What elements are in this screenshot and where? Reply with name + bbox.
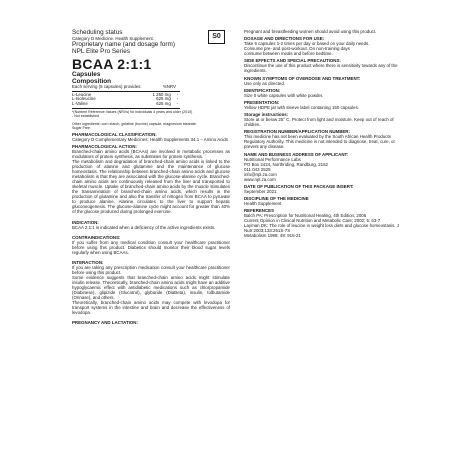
storage-heading: Storage instructions:	[244, 112, 289, 118]
pharm-class-text: Category D Complementary Medicines: Health Supplements 34.1 – Amino Acids	[72, 137, 228, 143]
composition-rows	[72, 93, 180, 108]
table-row: L-Valine 625 mg -	[72, 101, 179, 107]
discipline-text: Health Supplement	[244, 200, 282, 206]
dosage-line-1: Take 5 capsules 1-2 times per day or based on your daily needs.	[244, 41, 370, 47]
right-column	[244, 29, 404, 238]
category-line: Category D Medicine. Health Supplement.	[72, 36, 155, 42]
publication-heading: DATE OF PUBLICATION OF THIS PACKAGE INSERT:	[244, 183, 354, 189]
nrv-header: %NRV	[162, 83, 176, 89]
identification-text: Size 0 white capsules with white powder.	[244, 92, 324, 98]
indication-heading: INDICATION:	[72, 219, 99, 225]
applicant-line: info@npl.za.com	[244, 171, 277, 177]
pregnancy-text: Pregnant and breastfeeding women should avoid using this product.	[244, 29, 377, 34]
pregnancy-heading: PREGNANCY AND LACTATION:	[72, 320, 138, 326]
presentation-text: Yellow HDPE jar with sleeve label containing 150 capsules.	[244, 104, 360, 110]
dosage-line-3: consume between meals and before bedtime.	[244, 51, 333, 57]
storage-text: Store at or below 25° C. Protect from light and moisture. Keep out of reach of children.	[244, 117, 394, 128]
table-rule	[72, 108, 180, 109]
interaction-p3: Theoretically, branched-chain amino acids may compete with levodopa for transport systems in the intestine and brain and decrease the effectiveness of levodopa.	[72, 299, 230, 315]
interaction-heading: INTERACTION:	[72, 259, 104, 265]
identification-heading: IDENTIFICATION:	[244, 87, 281, 93]
publication-date: September 2021	[244, 188, 277, 194]
applicant-line: 011 043 2525	[244, 166, 271, 172]
registration-text: This medicine has not been evaluated by the South African Health Products Regulatory Authority. This medicine is not intended to diagnose, treat, cure, or prevent any disease.	[244, 134, 395, 150]
contraindications-heading: CONTRAINDICATIONS:	[72, 234, 121, 240]
not-established-footnote: - Not established	[72, 114, 99, 119]
other-ingredients: Other ingredients: corn starch, gelatine (bovine) capsule, magnesium stearate.	[72, 121, 197, 126]
side-effects-heading: SIDE EFFECTS AND SPECIAL PRECAUTIONS:	[244, 58, 341, 64]
contraindications-text: If you suffer from any medical condition consult your healthcare practitioner before using this product. Diabetics should monitor their blood sugar levels regularly when using BCAAs.	[72, 239, 230, 255]
overdose-text: Use only as directed.	[244, 80, 285, 86]
side-effects-text: Discontinue the use of this product where there is sensitivity towards any of the ingredients.	[244, 63, 398, 74]
discipline-heading: DISCIPLINE OF THE MEDICINE	[244, 195, 309, 201]
scheduling-status-heading: Scheduling status	[72, 29, 123, 36]
dosage-line-2: Consume pre- and post-workout. On non-training days	[244, 46, 350, 52]
nrv-footnote: *(Nutrient Reference Values (NRVs) for individuals 4 years and older (2010)	[72, 110, 193, 115]
registration-heading: REGISTRATION NUMBER/APPLICATION NUMBER:	[244, 129, 350, 135]
proprietary-name-heading: Proprietary name (and dosage form)	[72, 41, 176, 49]
dosage-form: Capsules	[72, 70, 101, 78]
overdose-heading: KNOWN SYMPTOMS OF OVERDOSE AND TREATMENT:	[244, 75, 361, 81]
pharm-class-heading: PHARMACOLOGICAL CLASSIFICATION:	[72, 132, 157, 138]
reference-item: Layman DK: The role of leucine in weight loss diets and glucose homeostasis. J Nutr 2003;133:261S-7S	[244, 223, 399, 234]
composition-table	[72, 85, 180, 90]
indication-text: BCAA 2:1:1 is indicated when a deficiency of the active ingredients exists.	[72, 224, 216, 230]
table-row: L-Isoleucine 625 mg -	[72, 96, 179, 102]
composition-heading: Composition	[72, 77, 112, 85]
pharm-action-p2: The metabolism and degradation of branched-chain amino acids is linked to the production of alanine and glutamine and the maintenance of glucose homeostasis. The relationship between branched-chain amino acids and glucose metabolism is that they are associated with the glucose-alanine cycle. Branched-chain amino acids are continuously released from the liver and transported to skeletal muscle. Uptake of branched-chain amino acids by the muscle stimulates the transamination of branched-chain amino acids, which results in the production of glutamine and also the transfer of nitrogen from BCAA to pyruvate to produce alanine. Alanine circulates to the liver to support hepatic gluconeogenesis. The glucose-alanine cycle might account for greater than 40% of the glucose produced during prolonged exercise.	[72, 159, 230, 215]
schedule-badge: S0	[208, 30, 225, 44]
references-heading: REFERENCES	[244, 208, 275, 214]
interaction-p2: Some evidence suggests that branched-chain amino acids might stimulate insulin release. Theoretically, branched-chain amino acids might have an additive hypoglycaemic effect with antidiabetic medications such as chlorpropamide (Diabinese), glipizide (Glucotrol), glyburide (DiaBeta), insulin, tolbutamide (Orinase), and others.	[72, 274, 230, 300]
sugar-free-note: Sugar Free	[72, 125, 90, 130]
pharm-action-heading: PHARMACOLOGICAL ACTION:	[72, 144, 137, 150]
applicant-line: Nutritional Performance Labs	[244, 156, 301, 162]
applicant-line: PO Box 2424, Northriding, Randburg, 2162	[244, 161, 328, 167]
reference-item: Balch PA: Prescription for Nutritional Healing, 4th Edition; 2006	[244, 213, 367, 219]
applicant-line: www.npl.za.com	[244, 176, 276, 182]
left-column	[72, 29, 230, 325]
pharm-action-p1: Branched-chain amino acids (BCAAs) are involved in metabolic processes as modulators of protein synthesis, as substrates for protein synthesis.	[72, 149, 230, 160]
presentation-heading: PRESENTATION:	[244, 99, 280, 105]
reference-item: Metabolism 1998; 48: 915-21	[244, 233, 301, 239]
table-row: L-Leucine 1 250 mg -	[72, 91, 179, 97]
serving-label: Each serving (5 capsules) provides:	[72, 83, 142, 89]
series-name: NPL Elite Pro Series	[72, 48, 131, 56]
interaction-p1: If you are taking any prescription medication consult your healthcare practitioner before using this product.	[72, 264, 230, 275]
reference-item: Current Opinion in Clinical Nutrition and Metabolic Care; 2002; 5: 63-7	[244, 218, 381, 224]
dosage-heading: DOSAGE AND DIRECTIONS FOR USE:	[244, 36, 325, 42]
product-name: BCAA 2:1:1	[72, 55, 152, 72]
applicant-heading: NAME AND BUSINESS ADDRESS OF APPLICANT:	[244, 151, 349, 157]
